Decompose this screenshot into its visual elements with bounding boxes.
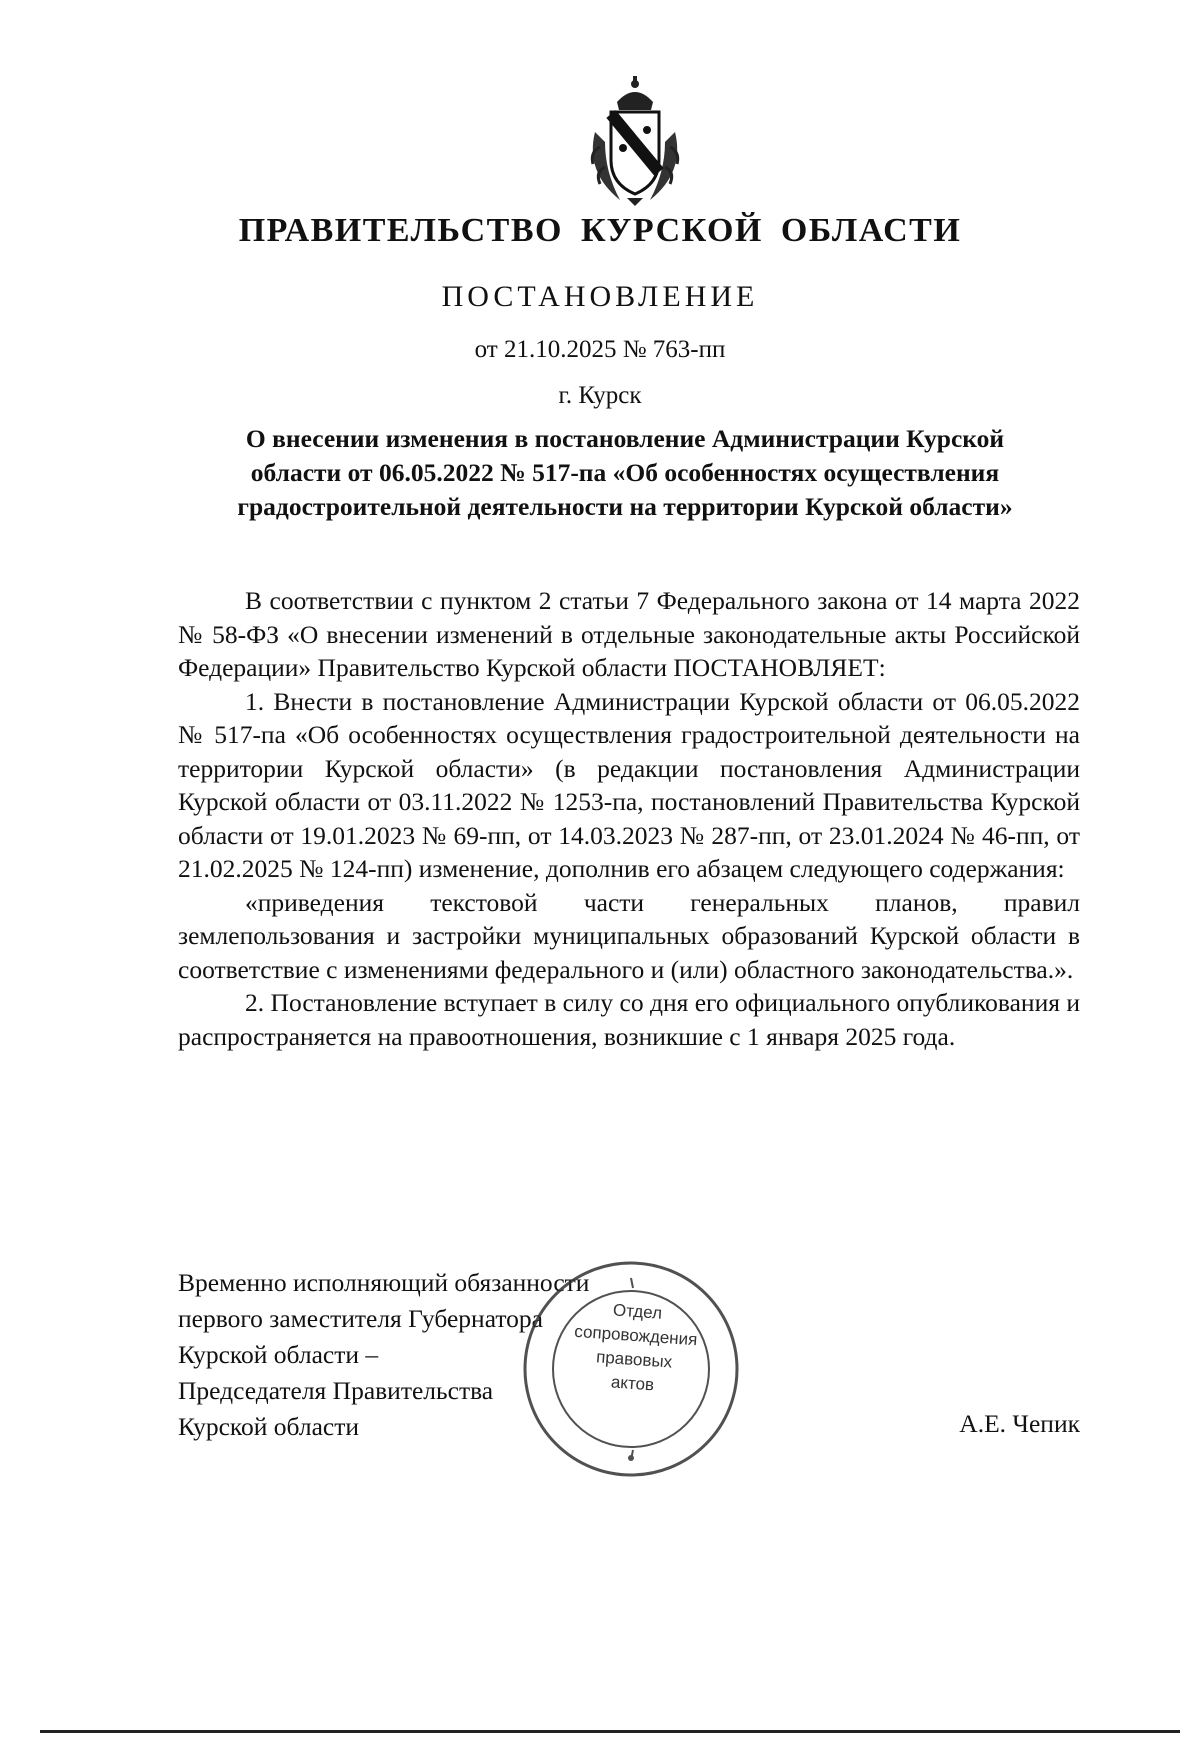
- document-city: г. Курск: [558, 382, 642, 409]
- stamp-line: сопровождения: [573, 1321, 698, 1350]
- stamp-text: [557, 1295, 713, 1401]
- signer-line: Председателя Правительства: [178, 1376, 494, 1405]
- signer-name: А.Е. Чепик: [959, 1409, 1080, 1438]
- signer-line: Курской области: [178, 1412, 360, 1441]
- subject-line: области от 06.05.2022 № 517-па «Об особенностях осуществления: [250, 458, 1000, 487]
- quoted-addition-paragraph: «приведения текстовой части генеральных планов, правил землепользования и застройки муниципальных образований Курской области в соответствие с изменениями федерального и (или) областного законодательства.».: [178, 887, 1080, 984]
- government-title: ПРАВИТЕЛЬСТВО КУРСКОЙ ОБЛАСТИ: [238, 212, 962, 249]
- signer-line: Курской области –: [178, 1340, 379, 1369]
- scan-edge-line: [40, 1730, 1180, 1733]
- clause-2-paragraph: 2. Постановление вступает в силу со дня его официального опубликования и распространяется на правоотношения, возникшие с 1 января 2025 года.: [178, 988, 1080, 1051]
- subject-line: градостроительной деятельности на территории Курской области»: [237, 492, 1013, 521]
- stamp-line: правовых: [595, 1347, 673, 1372]
- subject-line: О внесении изменения в постановление Администрации Курской: [245, 424, 1005, 453]
- preamble-paragraph: В соответствии с пунктом 2 статьи 7 Федерального закона от 14 марта 2022 № 58-ФЗ «О внесении изменений в отдельные законодательные акты Российской Федерации» Правительство Курской области ПОСТАНОВЛЯЕТ:: [178, 586, 1080, 682]
- document-body: [178, 584, 1080, 1053]
- document-type: ПОСТАНОВЛЕНИЕ: [441, 280, 759, 313]
- stamp-line: актов: [610, 1372, 655, 1395]
- signer-line: первого заместителя Губернатора: [178, 1304, 543, 1333]
- signer-line: Временно исполняющий обязанности: [178, 1268, 590, 1297]
- stamp-line: Отдел: [612, 1300, 663, 1323]
- clause-1-paragraph: 1. Внести в постановление Администрации Курской области от 06.05.2022 № 517-па «Об особенностях осуществления градостроительной деятельности на территории Курской области» (в редакции постановления Администрации Курской области от 03.11.2022 № 1253-па, постановлений Правительства Курской области от 19.01.2023 № 69-пп, от 14.03.2023 № 287-пп, от 23.01.2024 № 46-пп, от 21.02.2025 № 124-пп) изменение, дополнив его абзацем следующего содержания:: [178, 686, 1080, 883]
- document-date-number: от 21.10.2025 № 763-пп: [474, 336, 726, 363]
- kursk-coat-of-arms-icon: [575, 72, 695, 212]
- document-subject: [190, 422, 1060, 524]
